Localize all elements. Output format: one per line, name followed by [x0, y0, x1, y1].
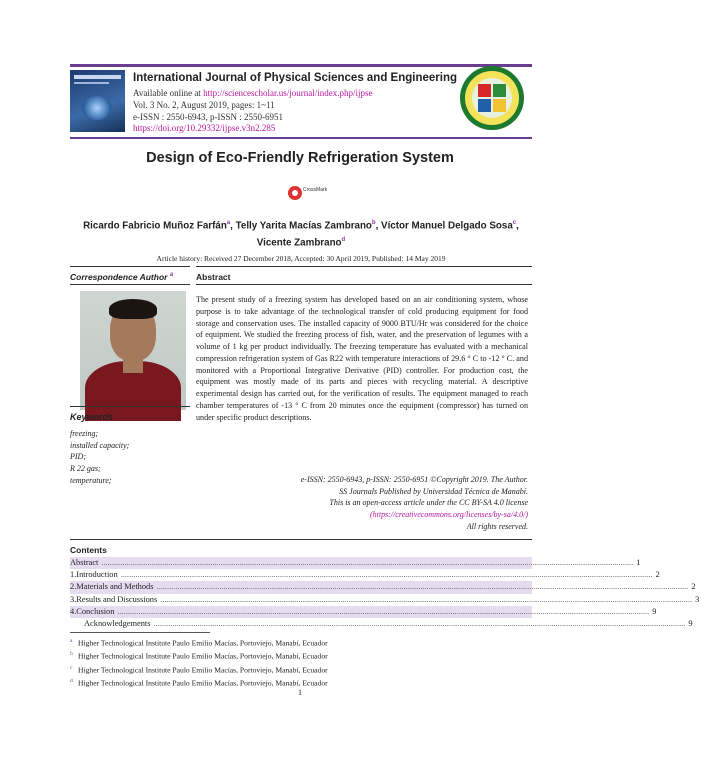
affiliation-item: $^b$ Higher Technological Institute Paulo Emilio Macías, Portoviejo, Manabí, Ecuador [70, 651, 328, 661]
journal-url-link[interactable]: http://sciencescholar.us/journal/index.php/ijpse [203, 88, 373, 98]
abstract-head-rule [196, 284, 532, 285]
abstract-text: The present study of a freezing system has developed based on an air conditioning system, whose purpose is to take advantage of the technological transfer of cold producing equipment for food storage and conservation uses. The installed capacity of 9000 BTU/Hr was considered for the choice of equipment. We studied the freezing process of fish, water, and the preservation of legumes with a volume of 1 kg per product individually. The freezing temperature has evaluated with a mechanical compression refrigeration system of Gas R22 with temperature interactions of 29.6 ° C to -12 ° C. and monitored with a Proportional Integrative Derivative (PID) controller. For production cost, the equipment was mostly made of its parts and pieces with recycling material. A descriptive experimental design has carried out, for the verification of results. The equipment managed to reach chamber temperatures of -13 ° C from 20 minutes once the equipment (compressor) has turned on under specific product descriptions. [196, 295, 528, 422]
abstract-heading: Abstract [196, 272, 231, 282]
keyword-item: installed capacity; [70, 440, 130, 450]
contents-heading: Contents [70, 545, 107, 555]
toc-row[interactable]: Abstract .............................................................................................................................................................................................................................................................. 1 [70, 557, 532, 569]
header-bottom-rule [70, 137, 532, 139]
keyword-item: freezing; [70, 429, 99, 438]
journal-cover-image [70, 70, 125, 132]
crossmark-icon[interactable] [288, 186, 328, 204]
author: Ricardo Fabricio Muñoz Farfán [83, 220, 227, 232]
affiliations-list [70, 636, 328, 690]
toc-row[interactable]: 2. Materials and Methods .............................................................................................................................................................................................................................................................. 2 [70, 581, 532, 593]
article-history: Article history: Received 27 December 2018, Accepted: 30 April 2019, Published: 14 May 2019 [156, 254, 446, 263]
keyword-item: temperature; [70, 475, 112, 485]
author: Telly Yarita Macías Zambrano [235, 220, 372, 232]
keyword-item: PID; [70, 452, 86, 462]
affiliation-item: $^a$ Higher Technological Institute Paulo Emilio Macías, Portoviejo, Manabí, Ecuador [70, 638, 328, 648]
doi-line [133, 123, 275, 133]
volume-line: Vol. 3 No. 2, August 2019, pages: 1~11 [133, 100, 275, 110]
crossmark-label: CrossMark [303, 187, 328, 193]
header-top-rule [70, 64, 532, 67]
keywords-heading: Keywords [70, 412, 114, 422]
toc-row[interactable]: 1. Introduction .............................................................................................................................................................................................................................................................. 2 [70, 570, 660, 580]
abstract-top-rule [196, 266, 532, 267]
affiliation-item: $^d$ Higher Technological Institute Paulo Emilio Macías, Portoviejo, Manabí, Ecuador [70, 678, 328, 688]
university-seal-logo [460, 66, 524, 130]
license-link[interactable]: (https://creativecommons.org/licenses/by-sa/4.0/) [369, 510, 528, 520]
sidebar-top-rule [70, 266, 190, 267]
toc-row[interactable]: 3. Results and Discussions .............................................................................................................................................................................................................................................................. 3 [70, 594, 700, 604]
paper-title: Design of Eco-Friendly Refrigeration System [146, 150, 454, 166]
abstract-bottom-rule [70, 539, 532, 540]
affiliations-rule [70, 632, 210, 633]
keyword-list [70, 428, 129, 487]
copyright-block: e-ISSN: 2550-6943, p-ISSN: 2550-6951 ©Copyright 2019. The Author. SS Journals Published by Universidad Técnica de Manabí. This is an open-access article under the CC BY-SA 4.0 license (https://creativecommons.org/licenses/by-sa/4.0/) All rights reserved. [300, 475, 528, 531]
table-of-contents [70, 557, 700, 630]
sidebar-head-rule [70, 284, 190, 285]
doi-link[interactable]: https://doi.org/10.29332/ijpse.v3n2.285 [133, 123, 276, 133]
author: Víctor Manuel Delgado Sosa [381, 220, 513, 232]
correspondence-heading: Correspondence Author $^a$ [70, 272, 174, 282]
keyword-item: R 22 gas; [70, 464, 101, 474]
journal-title: International Journal of Physical Sciences and Engineering [133, 72, 457, 84]
author-photo [80, 291, 186, 410]
author: Vicente Zambrano [256, 237, 342, 249]
affiliation-item: $^c$ Higher Technological Institute Paulo Emilio Macías, Portoviejo, Manabí, Ecuador [70, 664, 328, 675]
availability-line: Available online at http://sciencescholar.us/journal/index.php/ijpse [133, 88, 373, 98]
toc-row[interactable]: 4. Conclusion .............................................................................................................................................................................................................................................................. 9 [70, 606, 532, 618]
issn-line: e-ISSN : 2550-6943, p-ISSN : 2550-6951 [133, 112, 283, 122]
page-number: 1 [298, 688, 302, 697]
author-list: Ricardo Fabricio Muñoz Farfán$^a$, Telly Yarita Macías Zambrano$^b$, Víctor Manuel Delgado Sosa$^c$, Vicente Zambrano$^d$ [83, 220, 519, 249]
toc-row[interactable]: Acknowledgements .............................................................................................................................................................................................................................................................. 9 [84, 618, 693, 628]
keywords-top-rule [70, 406, 190, 407]
